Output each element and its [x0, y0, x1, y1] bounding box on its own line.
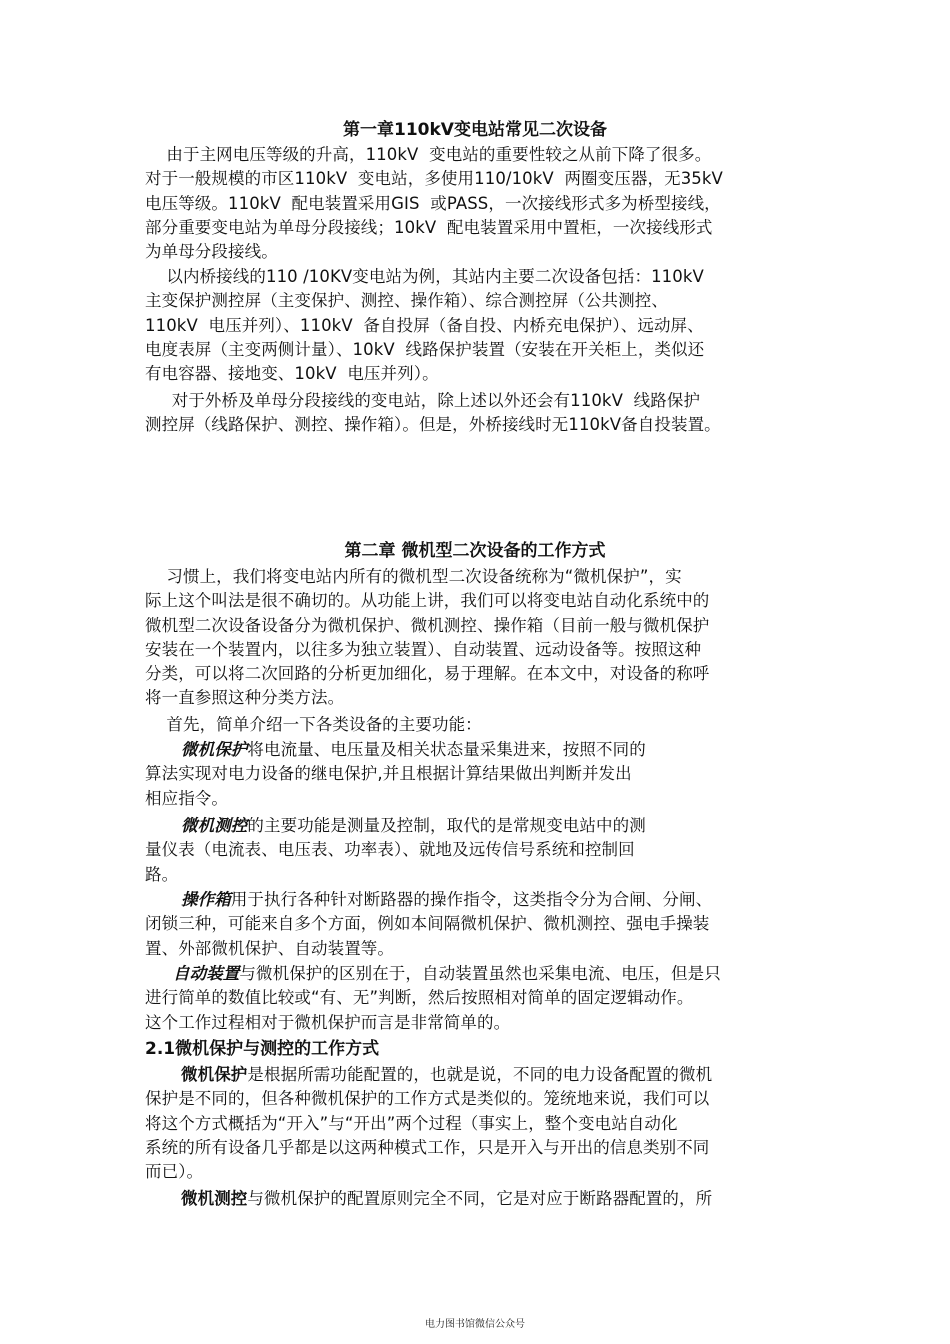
measure-term: 微机测控 [181, 816, 248, 835]
section-para1 [145, 1063, 712, 1184]
auto-paragraph [145, 962, 721, 1035]
chapter1-title: 第一章110kV变电站常见二次设备 [343, 120, 607, 140]
auto-term: 自动装置 [173, 964, 240, 983]
protect-paragraph [145, 738, 646, 811]
measure-paragraph [145, 814, 646, 887]
auto-text: 与微机保护的区别在于，自动装置虽然也采集电流、电压，但是只 进行简单的数值比较或“有、无”判断，然后按照相对简单的固定逻辑动作。 这个工作过程相对于微机保护而言是非常简单的。 [145, 964, 721, 1032]
opbox-paragraph [145, 888, 712, 961]
chapter2-para2: 首先，简单介绍一下各类设备的主要功能： [145, 715, 482, 734]
section-para2-text: 与微机保护的配置原则完全不同，它是对应于断路器配置的，所 [247, 1189, 713, 1208]
section-para1-term: 微机保护 [181, 1065, 248, 1084]
section-para2-term: 微机测控 [181, 1189, 248, 1208]
section-para1-text: 是根据所需功能配置的，也就是说，不同的电力设备配置的微机 保护是不同的，但各种微机保护的工作方式是类似的。笼统地来说，我们可以 将这个方式概括为“开入”与“开出”两个过程（事实上，整个变电站自动化 系统的所有设备几乎都是以这两种模式工作，只是开入与开出的信息类别不同 而已）。 [145, 1065, 713, 1182]
chapter1-para2: 以内桥接线的110 /10KV变电站为例，其站内主要二次设备包括：110kV 主变保护测控屏（主变保护、测控、操作箱）、综合测控屏（公共测控、 110kV 电压并列）、110kV 备自投屏（备自投、内桥充电保护）、远动屏、 电度表屏（主变两侧计量）、10kV 线路保护装置（安装在开关柜上，类似还 有电容器、接地变、10kV 电压并列）。 [145, 267, 705, 384]
section-2-1-title: 2.1微机保护与测控的工作方式 [145, 1039, 380, 1059]
chapter2-para1: 习惯上，我们将变电站内所有的微机型二次设备统称为“微机保护”，实 际上这个叫法是很不确切的。从功能上讲，我们可以将变电站自动化系统中的 微机型二次设备设备分为微机保护、微机测控、操作箱（目前一般与微机保护 安装在一个装置内，以往多为独立装置）、自动装置、远动设备等。按照这种 分类，可以将二次回路的分析更加细化，易于理解。在本文中，对设备的称呼 将一直参照这种分类方法。 [145, 567, 710, 708]
section-para2 [145, 1187, 712, 1211]
protect-term: 微机保护 [181, 740, 248, 759]
chapter2-title: 第二章 微机型二次设备的工作方式 [344, 541, 606, 561]
chapter1-para1: 由于主网电压等级的升高，110kV 变电站的重要性较之从前下降了很多。 对于一般规模的市区110kV 变电站，多使用110/10kV 两圈变压器，无35kV 电压等级。110kV 配电装置采用GIS 或PASS，一次接线形式多为桥型接线， 部分重要变电站为单母分段接线；10kV 配电装置采用中置柜，一次接线形式 为单母分段接线。 [145, 145, 723, 262]
chapter1-para3: 对于外桥及单母分段接线的变电站，除上述以外还会有110kV 线路保护 测控屏（线路保护、测控、操作箱）。但是，外桥接线时无110kV备自投装置。 [145, 391, 721, 435]
measure-text: 的主要功能是测量及控制，取代的是常规变电站中的测 量仪表（电流表、电压表、功率表）、就地及远传信号系统和控制回 路。 [145, 816, 646, 884]
footer-text: 电力图书馆微信公众号 [425, 1319, 525, 1330]
protect-text: 将电流量、电压量及相关状态量采集进来，按照不同的 算法实现对电力设备的继电保护,并且根据计算结果做出判断并发出 相应指令。 [145, 740, 646, 808]
opbox-text: 用于执行各种针对断路器的操作指令，这类指令分为合闸、分闸、 闭锁三种，可能来自多个方面，例如本间隔微机保护、微机测控、强电手操装 置、外部微机保护、自动装置等。 [145, 890, 713, 958]
opbox-term: 操作箱 [181, 890, 231, 909]
